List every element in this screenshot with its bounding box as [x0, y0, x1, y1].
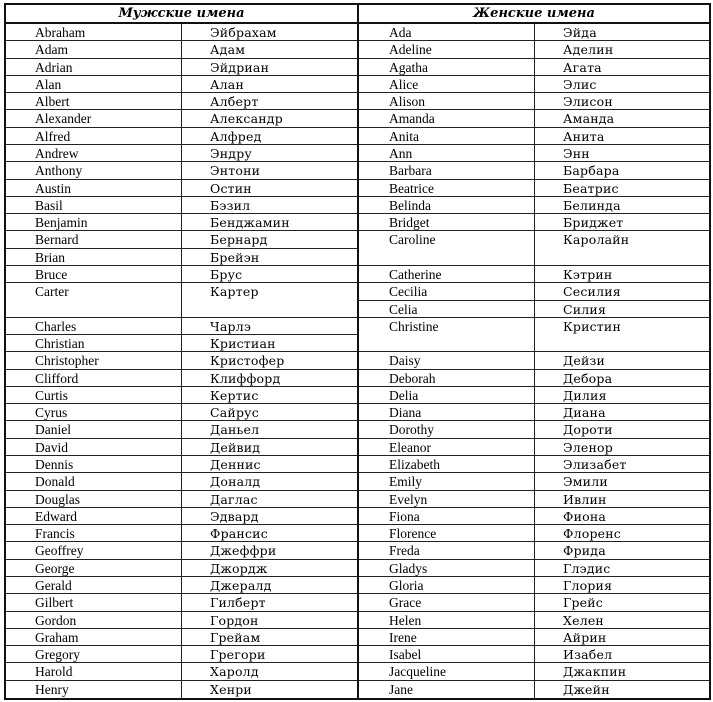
male-russian-name: Грегори: [181, 646, 357, 663]
male-english-name: Gilbert: [6, 594, 181, 611]
female-names-grid: [359, 24, 709, 698]
male-english-name: George: [6, 560, 181, 577]
male-russian-name: Чарлэ: [181, 318, 357, 335]
male-russian-name: Джералд: [181, 577, 357, 594]
female-russian-name: Аделин: [534, 41, 709, 58]
male-english-name: Carter: [6, 283, 181, 318]
female-russian-name: Сесилия: [534, 283, 709, 300]
male-russian-name: Харолд: [181, 663, 357, 680]
female-english-name: Alison: [359, 93, 534, 110]
female-english-name: Christine: [359, 318, 534, 353]
female-russian-name: Эленор: [534, 439, 709, 456]
female-names-section: [359, 5, 709, 698]
female-english-name: Barbara: [359, 162, 534, 179]
female-english-name: Ann: [359, 145, 534, 162]
female-russian-name: Фрида: [534, 542, 709, 559]
male-english-name: Andrew: [6, 145, 181, 162]
male-russian-name: Алан: [181, 76, 357, 93]
male-english-name: Cyrus: [6, 404, 181, 421]
male-russian-name: Джордж: [181, 560, 357, 577]
female-english-name: Anita: [359, 128, 534, 145]
female-russian-name: Дилия: [534, 387, 709, 404]
male-russian-name: Гилберт: [181, 594, 357, 611]
male-russian-name: Эйбрахам: [181, 24, 357, 41]
female-russian-name: Энн: [534, 145, 709, 162]
female-russian-name: Белинда: [534, 197, 709, 214]
female-russian-name: Флоренс: [534, 525, 709, 542]
male-english-name: Albert: [6, 93, 181, 110]
female-russian-name: Ивлин: [534, 491, 709, 508]
female-russian-name: Джейн: [534, 681, 709, 698]
female-english-name: Jane: [389, 681, 413, 697]
female-russian-name: Элисон: [534, 93, 709, 110]
male-english-name: Anthony: [6, 162, 181, 179]
male-russian-name: Эдвард: [181, 508, 357, 525]
female-english-name: Alice: [359, 76, 534, 93]
male-english-name: Daniel: [6, 421, 181, 438]
male-russian-name: Александр: [181, 110, 357, 127]
male-english-name: Gerald: [6, 577, 181, 594]
female-russian-name: Глэдис: [534, 560, 709, 577]
female-russian-name: Бриджет: [534, 214, 709, 231]
female-english-name: Diana: [359, 404, 534, 421]
male-russian-name: Деннис: [181, 456, 357, 473]
names-table: [4, 3, 711, 700]
female-english-name: Eleanor: [359, 439, 534, 456]
female-english-name: Fiona: [359, 508, 534, 525]
male-russian-name: Адам: [181, 41, 357, 58]
female-russian-name: Эйда: [534, 24, 709, 41]
male-russian-name: Кертис: [181, 387, 357, 404]
female-names-header: Женские имена: [359, 5, 709, 24]
male-russian-name: Алфред: [181, 128, 357, 145]
female-english-name: Dorothy: [359, 421, 534, 438]
male-russian-name: Даглас: [181, 491, 357, 508]
female-russian-name: Айрин: [534, 629, 709, 646]
female-english-name: Agatha: [359, 59, 534, 76]
female-english-name: Delia: [359, 387, 534, 404]
male-english-name: Curtis: [6, 387, 181, 404]
male-names-header: Мужские имена: [6, 5, 357, 24]
female-russian-name: Диана: [534, 404, 709, 421]
male-english-name: Alexander: [6, 110, 181, 127]
male-english-name: Gordon: [6, 612, 181, 629]
female-english-name: Gladys: [359, 560, 534, 577]
female-english-name: Ada: [359, 24, 534, 41]
male-russian-name: Франсис: [181, 525, 357, 542]
male-english-name: Christopher: [6, 352, 181, 369]
male-russian-name: Алберт: [181, 93, 357, 110]
male-russian-name: Кристиан: [181, 335, 357, 352]
male-russian-name: Клиффорд: [181, 370, 357, 387]
female-russian-name: Силия: [534, 301, 709, 318]
female-english-name: Elizabeth: [359, 456, 534, 473]
male-english-name: Geoffrey: [6, 542, 181, 559]
female-russian-name: Каролайн: [534, 231, 709, 266]
male-english-name: Gregory: [6, 646, 181, 663]
female-english-name: Amanda: [359, 110, 534, 127]
female-russian-name: Дороти: [534, 421, 709, 438]
female-english-name: Jacqueline: [359, 663, 534, 680]
female-english-name: Catherine: [359, 266, 534, 283]
female-russian-name: Хелен: [534, 612, 709, 629]
male-russian-name: Бэзил: [181, 197, 357, 214]
female-russian-name: Грейс: [534, 594, 709, 611]
female-english-name: Cecilia: [359, 283, 534, 300]
male-english-name: Austin: [6, 180, 181, 197]
female-english-name: Emily: [359, 473, 534, 490]
male-russian-name: Грейам: [181, 629, 357, 646]
female-russian-name: Дейзи: [534, 352, 709, 369]
female-english-name: Bridget: [359, 214, 534, 231]
male-english-name: Bruce: [6, 266, 181, 283]
male-russian-name: Джеффри: [181, 542, 357, 559]
male-russian-name: Доналд: [181, 473, 357, 490]
male-english-name: Adrian: [6, 59, 181, 76]
female-english-name: Evelyn: [359, 491, 534, 508]
male-english-name: Edward: [6, 508, 181, 525]
male-russian-name: Бернард: [181, 231, 357, 248]
male-russian-name: Гордон: [181, 612, 357, 629]
male-english-name: Graham: [6, 629, 181, 646]
male-russian-name: Эйдриан: [181, 59, 357, 76]
male-english-name: Alfred: [6, 128, 181, 145]
male-russian-name: Дейвид: [181, 439, 357, 456]
male-english-name: Clifford: [6, 370, 181, 387]
female-english-name: Helen: [359, 612, 534, 629]
female-russian-name: Эмили: [534, 473, 709, 490]
male-english-name: Dennis: [6, 456, 181, 473]
male-english-name: Basil: [6, 197, 181, 214]
female-russian-name: Барбара: [534, 162, 709, 179]
male-english-name: Bernard: [6, 231, 181, 248]
male-russian-name: Эндру: [181, 145, 357, 162]
female-english-name: Daisy: [359, 352, 534, 369]
male-english-name: Benjamin: [6, 214, 181, 231]
male-english-name: Alan: [6, 76, 181, 93]
female-russian-name: Джакпин: [534, 663, 709, 680]
female-english-name: Adeline: [359, 41, 534, 58]
male-russian-name: Брус: [181, 266, 357, 283]
male-english-name: Francis: [6, 525, 181, 542]
male-english-name: Charles: [6, 318, 181, 335]
female-russian-name: Беатрис: [534, 180, 709, 197]
female-russian-name: Элис: [534, 76, 709, 93]
female-english-name: Florence: [359, 525, 534, 542]
female-russian-name: Дебора: [534, 370, 709, 387]
male-english-name: Douglas: [6, 491, 181, 508]
male-names-grid: [6, 24, 357, 698]
female-english-name: Grace: [359, 594, 534, 611]
female-russian-name: Аманда: [534, 110, 709, 127]
male-english-name: Donald: [6, 473, 181, 490]
female-russian-name: Изабел: [534, 646, 709, 663]
male-english-name: David: [6, 439, 181, 456]
male-russian-name: Сайрус: [181, 404, 357, 421]
male-names-section: [6, 5, 359, 698]
male-russian-name: Хенри: [181, 681, 357, 698]
female-english-name: Beatrice: [359, 180, 534, 197]
female-english-name: Belinda: [359, 197, 534, 214]
female-russian-name: Фиона: [534, 508, 709, 525]
male-russian-name: Даньел: [181, 421, 357, 438]
female-russian-name: Анита: [534, 128, 709, 145]
male-russian-name: Картер: [181, 283, 357, 318]
female-russian-name: Агата: [534, 59, 709, 76]
female-russian-name: Глория: [534, 577, 709, 594]
female-english-name: Freda: [359, 542, 534, 559]
male-english-name: Brian: [6, 249, 181, 266]
female-english-name: Deborah: [359, 370, 534, 387]
male-english-name: Abraham: [6, 24, 181, 41]
female-english-name: Celia: [359, 301, 534, 318]
female-russian-name: Кристин: [534, 318, 709, 353]
female-english-name: Irene: [359, 629, 534, 646]
female-english-name: Gloria: [359, 577, 534, 594]
male-english-name: Henry: [35, 681, 69, 697]
male-russian-name: Бенджамин: [181, 214, 357, 231]
male-english-name: Harold: [6, 663, 181, 680]
male-english-name: Adam: [6, 41, 181, 58]
female-russian-name: Элизабет: [534, 456, 709, 473]
male-russian-name: Кристофер: [181, 352, 357, 369]
male-russian-name: Остин: [181, 180, 357, 197]
male-russian-name: Энтони: [181, 162, 357, 179]
female-english-name: Caroline: [359, 231, 534, 266]
female-english-name: Isabel: [359, 646, 534, 663]
female-russian-name: Кэтрин: [534, 266, 709, 283]
male-english-name: Christian: [6, 335, 181, 352]
male-russian-name: Брейэн: [181, 249, 357, 266]
